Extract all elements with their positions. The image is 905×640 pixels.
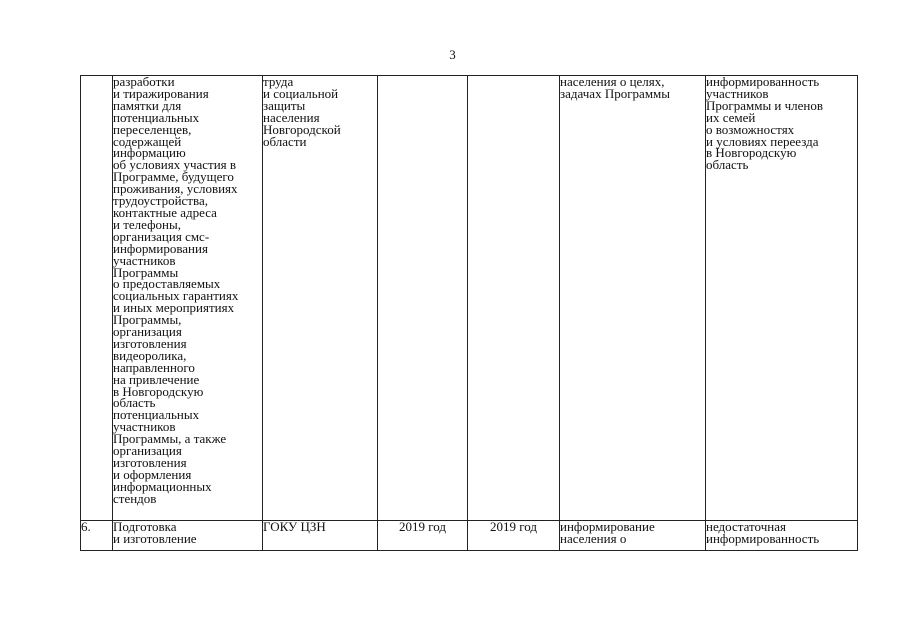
problem-cell: информированность участников Программы и членов их семей о возможностях и условиях переезда в Новгородскую область	[706, 76, 858, 521]
row-number-cell	[81, 76, 113, 521]
executor-cell: ГОКУ ЦЗН	[263, 521, 378, 551]
end-year-cell: 2019 год	[468, 521, 560, 551]
problem-cell: недостаточная информированность	[706, 521, 858, 551]
expected-result-cell: населения о целях, задачах Программы	[560, 76, 706, 521]
start-year-cell: 2019 год	[378, 521, 468, 551]
table-row	[81, 521, 858, 551]
program-measures-table	[80, 75, 858, 551]
start-year-cell	[378, 76, 468, 521]
table-row	[81, 76, 858, 521]
expected-result-cell: информирование населения о	[560, 521, 706, 551]
executor-cell: труда и социальной защиты населения Новгородской области	[263, 76, 378, 521]
row-number-cell: 6.	[81, 521, 113, 551]
end-year-cell	[468, 76, 560, 521]
page-number: 3	[449, 47, 456, 62]
measure-name-cell: Подготовка и изготовление	[113, 521, 263, 551]
measure-name-cell: разработки и тиражирования памятки для потенциальных переселенцев, содержащей информацию об условиях участия в Программе, будущего проживания, условиях трудоустройства, контактные адреса и телефоны, организация смс- информирования участников Программы о предоставляемых социальных гарантиях и иных мероприятиях Программы, организация изготовления видеоролика, направленного на привлечение в Новгородскую область потенциальных участников Программы, а также организация изготовления и оформления информационных стендов	[113, 76, 263, 521]
